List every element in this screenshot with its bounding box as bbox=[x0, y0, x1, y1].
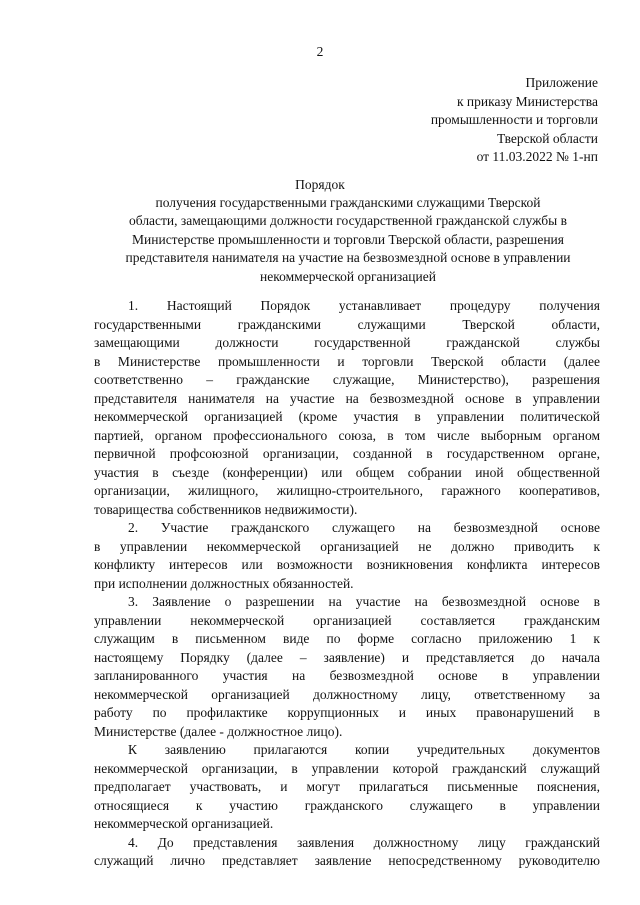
appendix-line: промышленности и торговли bbox=[430, 112, 598, 127]
body-line: конфликту интересов или возможности возникновения конфликта интересов bbox=[94, 557, 600, 572]
body-line: 4. До представления заявления должностному лицу гражданский bbox=[128, 834, 600, 850]
body-line: при исполнении должностных обязанностей. bbox=[94, 575, 354, 591]
body-line: запланированного участия на безвозмездной основе в управлении bbox=[94, 668, 600, 683]
appendix-line: Приложение bbox=[525, 75, 598, 90]
document-body bbox=[94, 297, 600, 871]
subtitle-line: некоммерческой организацией bbox=[260, 268, 436, 284]
body-line: 2. Участие гражданского служащего на безвозмездной основе bbox=[128, 520, 600, 535]
body-line: 1. Настоящий Порядок устанавливает процедуру получения bbox=[128, 298, 600, 313]
body-line: некоммерческой организацией должностному лицу, ответственному за bbox=[94, 686, 600, 702]
body-line: относящиеся к участию гражданского служащего в управлении bbox=[94, 797, 600, 813]
body-line: предполагает участвовать, и могут прилагаться письменные пояснения, bbox=[94, 779, 600, 794]
body-line: настоящему Порядку (далее – заявление) и представляется до начала bbox=[94, 649, 600, 665]
body-line: некоммерческой организации, в управлении которой гражданский служащий bbox=[94, 760, 600, 776]
appendix-header bbox=[431, 74, 598, 167]
appendix-line: от 11.03.2022 № 1-нп bbox=[476, 149, 598, 164]
body-line: некоммерческой организацией. bbox=[94, 816, 274, 831]
body-line: первичной профсоюзной организации, созданной в государственном органе, bbox=[94, 446, 600, 461]
body-line: партией, органом профессионального союза, в том числе выборным органом bbox=[94, 427, 600, 443]
subtitle-line: получения государственными гражданскими служащими Тверской bbox=[155, 195, 541, 210]
document-subtitle bbox=[94, 194, 602, 286]
subtitle-line: области, замещающими должности государственной гражданской службы в bbox=[129, 213, 567, 229]
page-number: 2 bbox=[316, 44, 324, 59]
subtitle-line: представителя нанимателя на участие на безвозмездной основе в управлении bbox=[125, 250, 571, 266]
body-line: государственными гражданскими служащими Тверской области, bbox=[94, 316, 600, 332]
body-line: в Министерстве промышленности и торговли Тверской области (далее bbox=[94, 353, 600, 369]
document-title: Порядок bbox=[295, 177, 345, 192]
body-line: служащий лично представляет заявление непосредственному руководителю bbox=[94, 853, 600, 868]
body-line: организации, жилищного, жилищно-строительного, гаражного кооперативов, bbox=[94, 483, 600, 498]
body-line: некоммерческой организацией (кроме участия в управлении политической bbox=[94, 409, 600, 424]
body-line: представителя нанимателя на участие на безвозмездной основе в управлении bbox=[94, 390, 600, 406]
body-line: участия в съезде (конференции) или общем собрании иной общественной bbox=[94, 464, 600, 480]
body-line: соответственно – гражданские служащие, Министерство), разрешения bbox=[94, 372, 600, 387]
body-line: К заявлению прилагаются копии учредительных документов bbox=[128, 742, 600, 757]
body-line: управлении некоммерческой организацией составляется гражданским bbox=[94, 612, 600, 628]
body-line: 3. Заявление о разрешении на участие на безвозмездной основе в bbox=[128, 594, 600, 609]
body-line: замещающими должности государственной гражданской службы bbox=[94, 335, 600, 350]
body-line: служащим в письменном виде по форме согласно приложению 1 к bbox=[94, 631, 600, 646]
body-line: товарищества собственников недвижимости). bbox=[94, 501, 358, 517]
body-line: работу по профилактике коррупционных и иных правонарушений в bbox=[94, 705, 600, 720]
appendix-line: к приказу Министерства bbox=[456, 93, 598, 109]
body-line: Министерстве (далее - должностное лицо). bbox=[94, 723, 343, 739]
appendix-line: Тверской области bbox=[497, 130, 598, 146]
body-line: в управлении некоммерческой организацией не должно приводить к bbox=[94, 538, 600, 554]
subtitle-line: Министерстве промышленности и торговли Тверской области, разрешения bbox=[132, 231, 564, 247]
